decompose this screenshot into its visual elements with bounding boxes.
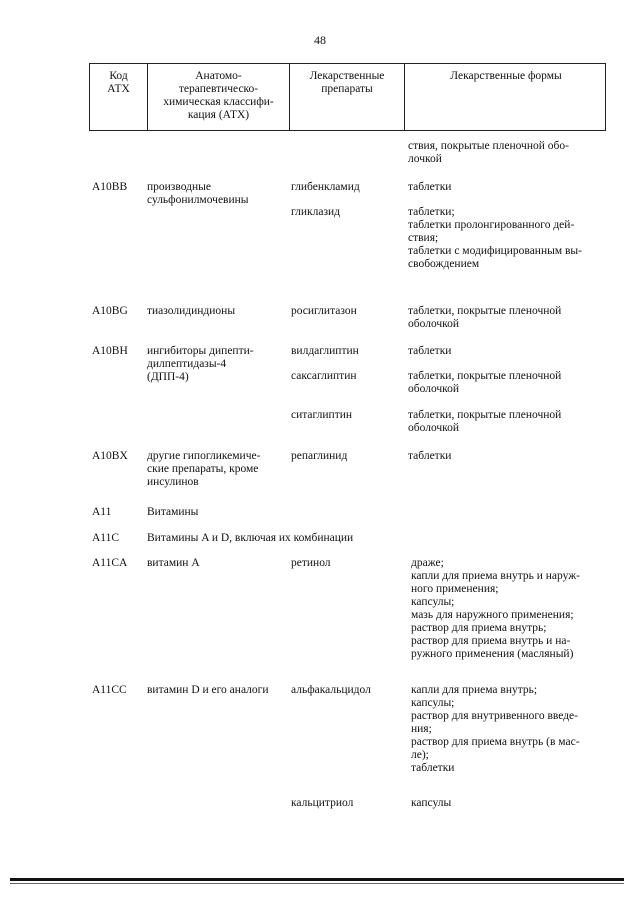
row-code: A10BX [92,450,128,462]
row-drug: ситаглиптин [291,409,353,421]
row-drug: саксаглиптин [291,370,357,382]
row-code: A11 [92,506,112,518]
row-drug: глибенкламид [291,181,360,193]
row-drug: кальцитриол [291,797,354,809]
row-form: таблетки [408,450,452,462]
row-classification: другие гипогликемиче- ские препараты, кроме инсулинов [147,450,261,488]
row-drug: вилдаглиптин [291,345,359,357]
row-code: A10BG [92,305,128,317]
row-form: капли для приема внутрь; капсулы; раствор для внутривенного введе- ния; раствор для приема внутрь (в мас- ле); таблетки [411,684,580,774]
header-classification: Анатомо- терапевтическо- химическая классифи- кация (АТХ) [148,64,290,130]
row-classification: тиазолидиндионы [147,305,236,317]
row-form: таблетки, покрытые пленочной оболочкой [408,370,562,395]
table-header [89,63,606,131]
row-form: таблетки, покрытые пленочной оболочкой [408,305,562,330]
row-classification: витамин A [147,557,200,569]
row-classification: витамин D и его аналоги [147,684,269,696]
header-forms: Лекарственные формы [450,70,562,82]
row-classification: производные сульфонилмочевины [147,181,249,206]
row-drug: гликлазид [291,206,341,218]
row-form: таблетки; таблетки пролонгированного дей- ствия; таблетки с модифицированным вы- свобождением [408,206,582,270]
row-classification: Витамины A и D, включая их комбинации [147,532,354,544]
page-number: 48 [314,33,326,47]
row-drug: альфакальцидол [291,684,371,696]
row-classification: ингибиторы дипепти- дилпептидазы-4 (ДПП-4) [147,345,254,383]
header-code: Код АТХ [90,64,148,130]
bottom-rule-thin [10,883,624,884]
row-code: A11C [92,532,120,544]
row-code: A10BH [92,345,128,357]
row-code: A11CC [92,684,127,696]
row-form: таблетки [408,345,452,357]
row-drug: ретинол [291,557,331,569]
row-code: A11CA [92,557,128,569]
row-drug: росиглитазон [291,305,357,317]
row-form: таблетки, покрытые пленочной оболочкой [408,409,562,434]
row-drug: репаглинид [291,450,348,462]
header-drugs: Лекарственные препараты [290,64,405,130]
continuation-text: ствия, покрытые пленочной обо- лочкой [408,140,569,165]
row-form: таблетки [408,181,452,193]
row-code: A10BB [92,181,128,193]
row-form: драже; капли для приема внутрь и наруж- ного применения; капсулы; мазь для наружного применения; раствор для приема внутрь; раствор для приема внутрь и на- ружного применения (масляный) [411,557,581,660]
row-form: капсулы [411,797,452,809]
bottom-rule [10,878,624,881]
row-classification: Витамины [147,506,199,518]
